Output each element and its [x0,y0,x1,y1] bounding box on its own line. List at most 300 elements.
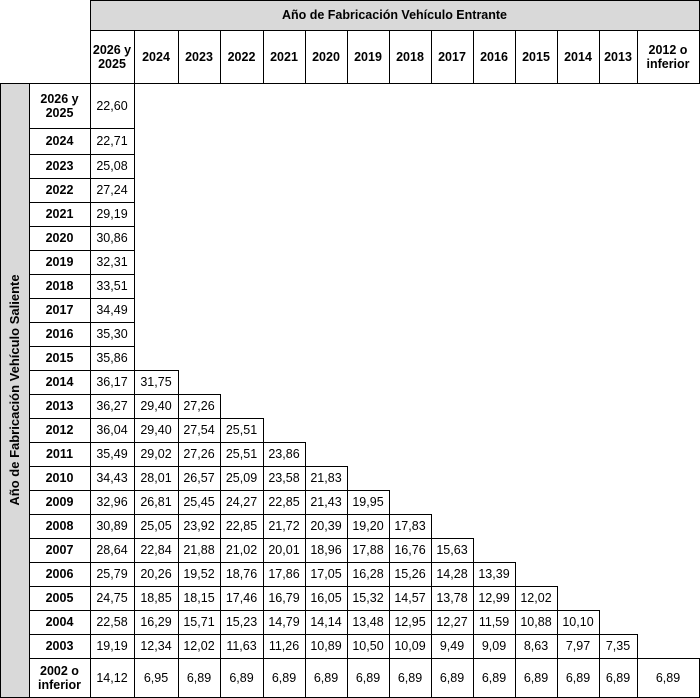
table-cell: 25,08 [96,159,128,173]
grid-line [515,610,516,635]
grid-line [178,490,179,515]
table-cell: 6,89 [186,670,212,685]
grid-line [134,370,135,395]
grid-line [473,30,474,84]
grid-line [178,370,179,395]
row-header: 2020 [45,231,74,245]
column-header: 2014 [564,49,592,64]
grid-line [134,658,135,698]
table-cell: 25,45 [183,495,215,509]
grid-line [263,634,264,659]
table-cell: 8,63 [523,639,549,653]
table-cell: 27,26 [183,447,215,461]
row-header: 2010 [45,471,74,485]
grid-line [389,610,390,635]
row-header: 2004 [45,615,74,629]
row-header: 2009 [45,495,74,509]
grid-line [134,154,135,179]
row-header: 2022 [45,183,74,197]
row-header: 2013 [45,399,74,413]
table-cell: 27,54 [183,423,215,437]
grid-line [305,610,306,635]
table-cell: 21,88 [183,543,215,557]
top-title: Año de Fabricación Vehículo Entrante [281,8,508,22]
grid-line [178,586,179,611]
grid-line [473,658,474,698]
table-cell: 20,26 [140,567,172,581]
table-cell: 13,78 [436,591,468,605]
grid-line [515,30,516,84]
table-cell: 12,27 [436,615,468,629]
grid-line [178,514,179,539]
table-cell: 17,88 [352,543,384,557]
table-cell: 15,71 [183,615,215,629]
table-cell: 13,48 [352,615,384,629]
table-cell: 20,39 [310,519,342,533]
grid-line [178,538,179,563]
grid-line [263,514,264,539]
column-header: 2013 [604,49,632,64]
grid-line [29,490,390,491]
row-header: 2011 [45,447,74,461]
table-cell: 25,05 [140,519,172,533]
column-header: 2022 [227,49,256,64]
grid-line [557,634,558,659]
column-header: 2021 [270,49,298,64]
grid-line [29,128,135,129]
grid-line [431,514,432,539]
grid-line [220,562,221,587]
grid-line [134,466,135,491]
table-cell: 21,72 [268,519,300,533]
table-cell: 15,23 [225,615,258,629]
table-cell: 23,86 [268,447,300,461]
table-cell: 36,27 [96,399,128,413]
grid-line [305,514,306,539]
row-header: 2008 [45,519,74,533]
grid-line [29,370,179,371]
grid-line [347,634,348,659]
grid-line [178,658,179,698]
grid-line [134,538,135,563]
table-cell: 12,99 [478,591,510,605]
table-cell: 16,29 [140,615,172,629]
grid-line [263,490,264,515]
table-cell: 23,92 [183,519,215,533]
column-header: 2017 [438,49,466,64]
table-cell: 19,52 [183,567,215,581]
grid-line [134,418,135,443]
grid-line [134,202,135,227]
table-cell: 9,49 [439,639,465,653]
grid-line [29,274,135,275]
table-cell: 13,39 [478,567,510,581]
table-cell: 24,27 [225,495,258,509]
table-cell: 34,43 [96,471,128,485]
grid-line [29,466,348,467]
grid-line [220,586,221,611]
grid-line [347,30,348,84]
grid-line [389,538,390,563]
grid-line [134,346,135,371]
table-cell: 18,85 [140,591,172,605]
grid-line [220,442,221,467]
table-cell: 19,19 [96,639,128,653]
grid-line [389,490,390,515]
table-cell: 21,02 [225,543,258,557]
table-cell: 29,40 [140,399,172,413]
table-cell: 29,40 [140,423,172,437]
table-cell: 32,31 [96,255,128,269]
table-cell: 32,96 [96,495,128,509]
row-header: 2019 [45,255,74,269]
table-cell: 6,89 [271,670,297,685]
grid-line [134,442,135,467]
row-header: 2012 [45,423,74,437]
column-header: 2019 [354,49,382,64]
grid-line [431,586,432,611]
grid-line [305,30,306,84]
table-cell: 16,05 [310,591,342,605]
table-cell: 35,30 [96,327,128,341]
grid-line [220,30,221,84]
row-header: 2017 [45,303,74,317]
table-cell: 6,89 [605,670,631,685]
table-cell: 24,75 [96,591,128,605]
grid-line [557,610,558,635]
grid-line [29,442,306,443]
left-title: Año de Fabricación Vehículo Saliente [6,274,22,506]
grid-line [305,490,306,515]
table-cell: 16,79 [268,591,300,605]
table-cell: 11,59 [478,615,510,629]
grid-line [263,466,264,491]
table-cell: 17,05 [310,567,342,581]
table-cell: 15,63 [436,543,468,557]
table-cell: 30,89 [96,519,128,533]
grid-line [557,30,558,84]
table-cell: 10,89 [310,639,342,653]
row-header: 2016 [45,327,74,341]
grid-line [305,562,306,587]
table-cell: 6,89 [397,670,423,685]
grid-line [220,466,221,491]
grid-line [263,442,264,467]
table-cell: 10,50 [352,639,384,653]
grid-line [29,154,135,155]
grid-line [134,250,135,275]
grid-line [178,610,179,635]
grid-line [178,442,179,467]
grid-line [557,658,558,698]
grid-line [389,658,390,698]
row-header: 2021 [45,207,74,221]
column-header: 2020 [312,49,340,64]
table-cell: 20,01 [268,543,300,557]
column-header: 2026 y 2025 [92,42,132,71]
grid-line [178,30,179,84]
grid-line [134,298,135,323]
grid-line [389,514,390,539]
grid-line [347,562,348,587]
grid-line [263,30,264,84]
table-cell: 27,26 [183,399,215,413]
table-cell: 36,04 [96,423,128,437]
grid-line [0,83,700,84]
table-cell: 6,95 [143,670,169,685]
table-cell: 15,26 [394,567,426,581]
grid-line [347,514,348,539]
grid-line [347,466,348,491]
table-cell: 36,17 [96,375,128,389]
table-cell: 17,83 [394,519,426,533]
grid-line [347,610,348,635]
table-cell: 35,49 [96,447,128,461]
grid-line [90,83,91,698]
grid-line [178,634,179,659]
table-cell: 10,88 [520,615,552,629]
grid-line [134,83,135,129]
grid-line [29,202,135,203]
grid-line [263,610,264,635]
grid-line [347,538,348,563]
grid-line [29,250,135,251]
table-cell: 30,86 [96,231,128,245]
table-cell: 17,86 [268,567,300,581]
table-cell: 29,19 [96,207,128,221]
table-cell: 14,79 [268,615,300,629]
table-cell: 10,10 [562,615,594,629]
table-cell: 6,89 [439,670,465,685]
grid-line [220,490,221,515]
table-cell: 19,95 [352,495,384,509]
row-header: 2005 [45,591,74,605]
table-cell: 14,12 [96,670,128,685]
table-cell: 26,81 [140,495,172,509]
table-cell: 29,02 [140,447,172,461]
table-cell: 7,35 [605,639,631,653]
table-cell: 22,85 [268,495,300,509]
grid-line [134,394,135,419]
grid-line [305,634,306,659]
table-cell: 16,28 [352,567,384,581]
grid-line [134,634,135,659]
grid-line [178,418,179,443]
table-cell: 26,57 [183,471,215,485]
table-cell: 22,85 [225,519,258,533]
grid-line [305,538,306,563]
table-cell: 18,96 [310,543,342,557]
grid-line [220,418,221,443]
table-cell: 25,09 [225,471,258,485]
table-cell: 10,09 [394,639,426,653]
table-cell: 25,51 [225,423,258,437]
table-cell: 12,02 [520,591,552,605]
table-cell: 6,89 [565,670,591,685]
table-cell: 6,89 [481,670,507,685]
row-header: 2024 [45,134,74,148]
grid-line [515,586,516,611]
grid-line [263,658,264,698]
grid-line [389,30,390,84]
grid-line [431,658,432,698]
grid-line [29,418,264,419]
table-cell: 27,24 [96,183,128,197]
grid-line [431,30,432,84]
grid-line [599,30,600,84]
grid-line [134,610,135,635]
grid-line [178,394,179,419]
table-cell: 23,58 [268,471,300,485]
row-header: 2002 o inferior [37,663,82,692]
table-cell: 18,76 [225,567,258,581]
row-header: 2003 [45,639,74,653]
row-header: 2014 [45,375,74,389]
row-header: 2015 [45,351,74,365]
row-header: 2018 [45,279,74,293]
grid-line [220,610,221,635]
table-cell: 31,75 [140,375,172,389]
grid-line [599,610,600,635]
table-cell: 28,01 [140,471,172,485]
grid-line [134,514,135,539]
grid-line [90,0,91,84]
table-cell: 25,51 [225,447,258,461]
grid-line [305,658,306,698]
grid-line [637,30,638,84]
grid-line [29,634,638,635]
table-cell: 35,86 [96,351,128,365]
grid-line [515,562,516,587]
table-cell: 18,15 [183,591,215,605]
grid-line [29,322,135,323]
grid-line [134,178,135,203]
table-cell: 14,28 [436,567,468,581]
table-cell: 22,60 [96,98,128,113]
table-cell: 17,46 [225,591,258,605]
grid-line [347,490,348,515]
table-cell: 14,14 [310,615,342,629]
column-header: 2016 [480,49,508,64]
column-header: 2018 [396,49,424,64]
grid-line [431,634,432,659]
column-header: 2012 o inferior [646,42,690,71]
grid-line [305,466,306,491]
table-cell: 22,58 [96,615,128,629]
grid-line [637,658,638,698]
grid-line [29,298,135,299]
table-cell: 7,97 [565,639,591,653]
grid-line [515,634,516,659]
grid-line [90,30,700,31]
grid-line [178,562,179,587]
grid-line [347,586,348,611]
table-cell: 12,02 [183,639,215,653]
grid-line [431,610,432,635]
table-cell: 25,79 [96,567,128,581]
grid-line [263,562,264,587]
column-header: 2024 [142,49,170,64]
grid-line [431,562,432,587]
row-header: 2026 y 2025 [40,91,79,120]
grid-line [431,538,432,563]
grid-line [473,634,474,659]
grid-line [29,394,221,395]
grid-line [134,226,135,251]
table-cell: 22,71 [96,134,128,148]
grid-line [178,466,179,491]
table-cell: 11,26 [268,639,300,653]
row-header: 2023 [45,159,74,173]
grid-line [29,83,91,84]
grid-line [29,562,516,563]
grid-line [473,586,474,611]
column-header: 2015 [522,49,550,64]
grid-line [305,442,306,467]
grid-line [220,394,221,419]
grid-line [473,538,474,563]
table-cell: 11,63 [226,639,257,653]
table-cell: 21,83 [310,471,342,485]
grid-line [134,562,135,587]
grid-line [389,634,390,659]
table-cell: 9,09 [481,639,507,653]
grid-line [220,538,221,563]
grid-line [389,586,390,611]
table-cell: 6,89 [355,670,381,685]
table-cell: 6,89 [313,670,339,685]
grid-line [134,586,135,611]
table-cell: 6,89 [655,670,681,685]
table-cell: 6,89 [229,670,254,685]
grid-line [220,634,221,659]
table-cell: 28,64 [96,543,128,557]
row-header: 2006 [45,567,74,581]
grid-line [473,610,474,635]
grid-line [599,634,600,659]
grid-line [134,322,135,347]
table-cell: 12,34 [140,639,172,653]
row-header: 2007 [45,543,74,557]
grid-line [134,490,135,515]
table-cell: 12,95 [394,615,426,629]
grid-line [637,634,638,659]
column-header: 2023 [185,49,213,64]
grid-line [29,586,558,587]
grid-line [0,83,1,698]
table-cell: 33,51 [96,279,128,293]
grid-line [263,418,264,443]
table-cell: 19,20 [352,519,384,533]
grid-line [134,128,135,155]
grid-line [29,178,135,179]
grid-line [347,658,348,698]
table-cell: 14,57 [394,591,426,605]
table-cell: 6,89 [523,670,549,685]
grid-line [29,538,474,539]
grid-line [473,562,474,587]
table-cell: 16,76 [394,543,426,557]
grid-line [557,586,558,611]
grid-line [515,658,516,698]
grid-line [134,274,135,299]
grid-line [29,226,135,227]
grid-line [29,346,135,347]
grid-line [263,586,264,611]
grid-line [263,538,264,563]
grid-line [305,586,306,611]
table-cell: 21,43 [310,495,342,509]
